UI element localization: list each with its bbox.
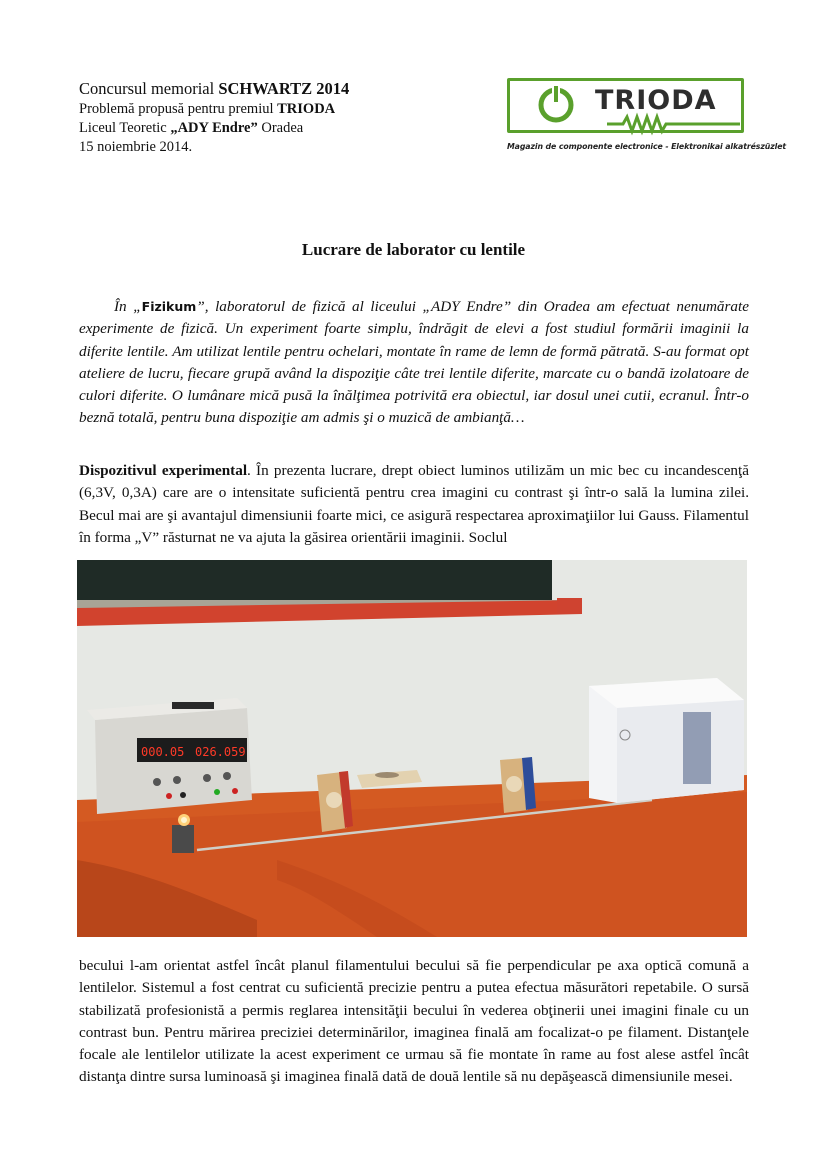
lab-photo: [77, 560, 747, 937]
school-line: Liceul Teoretic „ADY Endre” Oradea: [79, 120, 304, 136]
logo-name: TRIODA: [595, 85, 717, 116]
continuation-paragraph: becului l-am orientat astfel încât planul filamentului becului să fie perpendicular pe axa optică comună a lentilelor. Sistemul a fost centrat cu suficientă precizie pentru a putea efectua măsurători repetabile. O sursă stabilizată profesionistă a permis reglarea intensităţii becului în vederea obţinerii unei imagini finale cu un contrast bun. Pentru mărirea preciziei determinărilor, imaginea finală am focalizat-o pe filament. Distanţele focale ale lentilelor utilizate la acest experiment ce urmau să fie montate în rame au fost alese astfel încât distanţa dintre sursa luminoasă şi imaginea finală dată de două lentile să nu depăşească dimensiunile mesei.: [79, 957, 749, 1086]
lab-photo-illustration: [77, 560, 747, 937]
setup-paragraph: Dispozitivul experimental. În prezenta lucrare, drept obiect luminos utilizăm un mic bec cu incandescenţă (6,3V, 0,3A) care are o intensitate suficientă pentru crea imagini cu contrast şi într-o sală la lumina zilei. Becul mai are şi avantajul dimensiunii foarte mici, ce asigură respectarea aproximaţiilor lui Gauss. Filamentul în forma „V” răsturnat ne va ajuta la găsirea orientării imaginii. Soclul: [79, 462, 749, 546]
contest-name: Concursul memorial SCHWARTZ 2014: [79, 79, 350, 98]
fizikum-brand: Fizikum: [141, 299, 197, 314]
page-title: Lucrare de laborator cu lentile: [301, 240, 526, 259]
prize-line: Problemă propusă pentru premiul TRIODA: [79, 101, 336, 117]
date-line: 15 noiembrie 2014.: [79, 139, 193, 155]
display-right: 026.059: [195, 745, 246, 759]
trioda-logo: [507, 78, 787, 160]
resistor-icon: [507, 78, 750, 138]
logo-tagline: Magazin de componente electronice - Elektronikai alkatrészüzlet: [507, 142, 787, 151]
document-header: [79, 78, 439, 157]
display-left: 000.05: [141, 745, 185, 759]
intro-paragraph: În „Fizikum”, laboratorul de fizică al liceului „ADY Endre” din Oradea am efectuat nenumărate experimente de fizică. Un experiment foarte simplu, îndrăgit de elevi a fost studiul formării imaginii la diferite lentile. Am utilizat lentile pentru ochelari, montate în rame de lemn de formă pătrată. S-au format opt ateliere de lucru, fiecare grupă având la dispoziţie câte trei lentile diferite, marcate cu o bandă izolatoare de culori diferite. O lumânare mică pusă la înălţimea potrivită era obiectul, iar dosul unei cutii, ecranul. Într-o beznă totală, pentru buna dispoziţie am admis şi o muzică de ambianţă…: [79, 298, 749, 427]
